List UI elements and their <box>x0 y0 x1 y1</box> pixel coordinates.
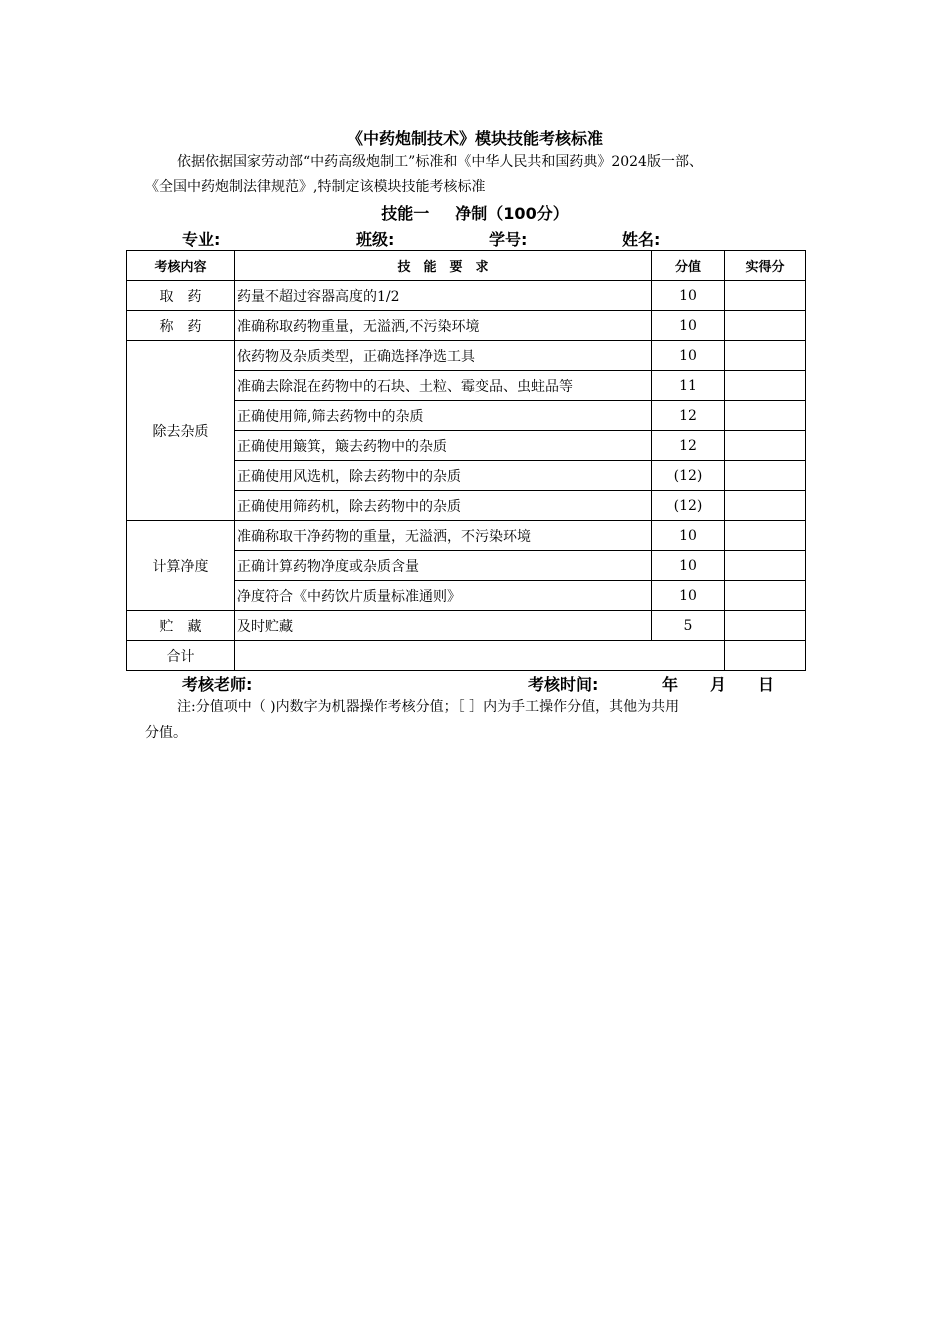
requirement-cell: 准确称取药物重量，无溢洒,不污染环境 <box>235 311 652 341</box>
header-content: 考核内容 <box>127 251 235 281</box>
day-label: 日 <box>758 675 775 694</box>
requirement-cell: 正确使用簸箕，簸去药物中的杂质 <box>235 431 652 461</box>
table-row <box>127 521 806 551</box>
score-cell: 12 <box>652 431 725 461</box>
category-cell: 计算净度 <box>127 521 235 611</box>
total-label: 合计 <box>127 641 235 671</box>
class-label: 班级: <box>356 230 395 249</box>
category-cell: 除去杂质 <box>127 341 235 521</box>
total-row <box>127 641 806 671</box>
major-label: 专业: <box>182 230 221 249</box>
header-score: 分值 <box>652 251 725 281</box>
total-empty-cell <box>235 641 725 671</box>
table-row <box>127 341 806 371</box>
actual-score-cell[interactable] <box>725 401 806 431</box>
score-cell: 10 <box>652 521 725 551</box>
category-cell: 称 药 <box>127 311 235 341</box>
requirement-cell: 正确使用筛药机，除去药物中的杂质 <box>235 491 652 521</box>
skill-title: 净制（100分） <box>455 204 569 223</box>
actual-score-cell[interactable] <box>725 551 806 581</box>
header-actual: 实得分 <box>725 251 806 281</box>
score-cell: 10 <box>652 341 725 371</box>
table-header-row <box>127 251 806 281</box>
category-cell: 取 药 <box>127 281 235 311</box>
score-cell: (12) <box>652 461 725 491</box>
score-cell: 5 <box>652 611 725 641</box>
requirement-cell: 及时贮藏 <box>235 611 652 641</box>
skill-name: 技能一 <box>381 204 430 223</box>
requirement-cell: 净度符合《中药饮片质量标准通则》 <box>235 581 652 611</box>
time-label: 考核时间: <box>528 675 599 694</box>
note-paragraph <box>145 694 825 746</box>
score-cell: (12) <box>652 491 725 521</box>
document-title: 《中药炮制技术》模块技能考核标准 <box>346 129 603 148</box>
actual-score-cell[interactable] <box>725 311 806 341</box>
actual-score-cell[interactable] <box>725 491 806 521</box>
category-cell: 贮 藏 <box>127 611 235 641</box>
score-cell: 12 <box>652 401 725 431</box>
actual-score-cell[interactable] <box>725 371 806 401</box>
table-row <box>127 611 806 641</box>
score-cell: 10 <box>652 551 725 581</box>
requirement-cell: 药量不超过容器高度的1/2 <box>235 281 652 311</box>
requirement-cell: 准确称取干净药物的重量，无溢洒，不污染环境 <box>235 521 652 551</box>
intro-line-2: 《全国中药炮制法律规范》,特制定该模块技能考核标准 <box>145 179 486 195</box>
score-cell: 10 <box>652 281 725 311</box>
note-line-2: 分值。 <box>145 725 187 741</box>
intro-line-1: 依据依据国家劳动部“中药高级炮制工”标准和《中华人民共和国药典》2024版一部、 <box>177 154 703 170</box>
assessment-table <box>126 250 806 671</box>
note-line-1: 注:分值项中（ )内数字为机器操作考核分值；［ ］内为手工操作分值，其他为共用 <box>177 699 680 715</box>
score-cell: 10 <box>652 311 725 341</box>
requirement-cell: 准确去除混在药物中的石块、土粒、霉变品、虫蛀品等 <box>235 371 652 401</box>
month-label: 月 <box>710 675 727 694</box>
requirement-cell: 正确计算药物净度或杂质含量 <box>235 551 652 581</box>
actual-score-cell[interactable] <box>725 461 806 491</box>
actual-score-cell[interactable] <box>725 341 806 371</box>
name-label: 姓名: <box>622 230 661 249</box>
score-cell: 10 <box>652 581 725 611</box>
student-id-label: 学号: <box>489 230 528 249</box>
table-row <box>127 311 806 341</box>
skill-heading <box>0 201 950 224</box>
year-label: 年 <box>662 675 679 694</box>
requirement-cell: 正确使用风选机，除去药物中的杂质 <box>235 461 652 491</box>
score-cell: 11 <box>652 371 725 401</box>
actual-score-cell[interactable] <box>725 611 806 641</box>
requirement-cell: 依药物及杂质类型，正确选择净选工具 <box>235 341 652 371</box>
teacher-label: 考核老师: <box>182 675 253 694</box>
requirement-cell: 正确使用筛,筛去药物中的杂质 <box>235 401 652 431</box>
header-requirement: 技 能 要 求 <box>235 251 652 281</box>
actual-score-cell[interactable] <box>725 521 806 551</box>
intro-paragraph <box>145 150 825 200</box>
actual-score-cell[interactable] <box>725 431 806 461</box>
actual-score-cell[interactable] <box>725 281 806 311</box>
actual-score-cell[interactable] <box>725 581 806 611</box>
total-actual-score-cell[interactable] <box>725 641 806 671</box>
table-row <box>127 281 806 311</box>
